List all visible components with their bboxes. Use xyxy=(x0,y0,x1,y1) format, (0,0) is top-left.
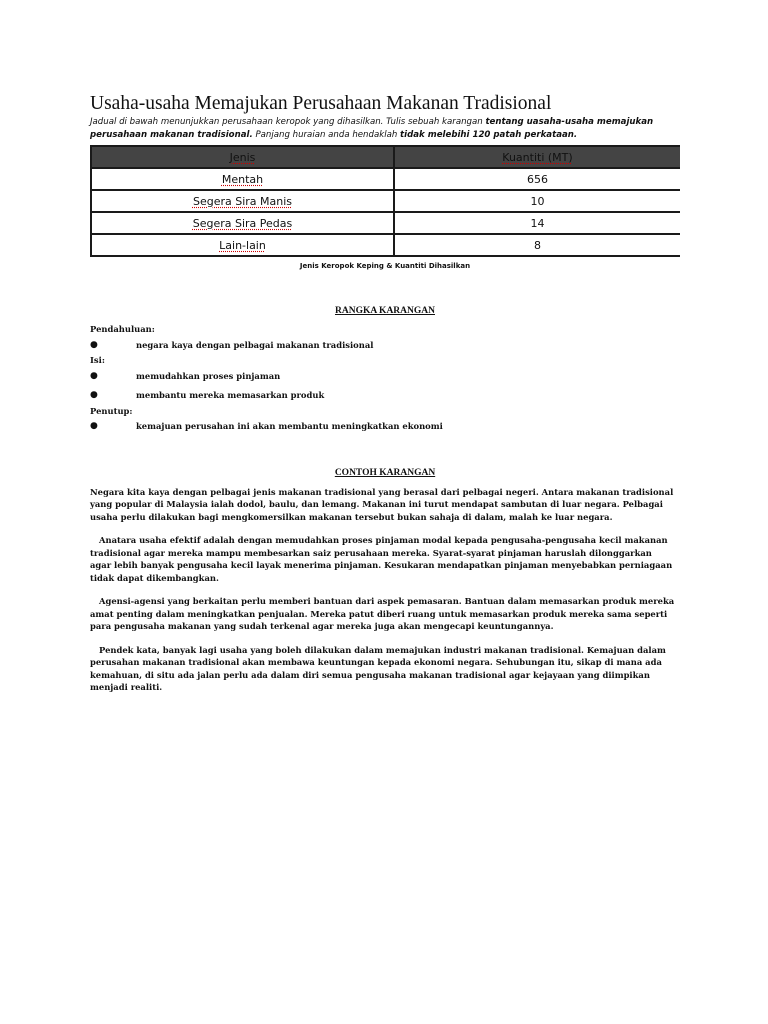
bullet-icon: ● xyxy=(90,390,98,400)
cell-jenis: Segera Sira Pedas xyxy=(91,212,394,234)
header-jenis: Jenis xyxy=(91,146,394,168)
instructions-text-4: tidak melebihi 120 patah perkataan. xyxy=(400,129,578,140)
cell-jenis: Segera Sira Manis xyxy=(91,190,394,212)
pendahuluan-label: Pendahuluan: xyxy=(90,324,155,334)
instructions xyxy=(90,116,675,141)
list-item-text: kemajuan perusahan ini akan membantu meningkatkan ekonomi xyxy=(136,421,443,431)
cell-jenis: Lain-lain xyxy=(91,234,394,256)
table-row xyxy=(91,168,680,190)
table-row xyxy=(91,190,680,212)
keropok-table xyxy=(90,145,680,257)
table-header-row xyxy=(91,146,680,168)
cell-jenis: Mentah xyxy=(91,168,394,190)
instructions-text-2: tentang uasaha-usaha memajukan perusahaan makanan tradisional. xyxy=(90,117,654,140)
bullet-icon: ● xyxy=(90,421,98,431)
bullet-icon: ● xyxy=(90,370,98,381)
cell-kuantiti: 8 xyxy=(394,234,680,256)
essay-paragraph: Agensi-agensi yang berkaitan perlu memberi bantuan dari aspek pemasaran. Bantuan dalam memasarkan produk mereka amat penting dalam meningkatkan penjualan. Mereka patut diberi ruang untuk memasarkan produk mereka sama seperti para pengusaha makanan yang sudah terkenal agar mereka juga akan mengecapi keuntungannya. xyxy=(90,596,675,631)
bullet-icon: ● xyxy=(90,339,98,350)
essay-paragraph: Negara kita kaya dengan pelbagai jenis makanan tradisional yang berasal dari pelbagai negeri. Antara makanan tradisional yang popular di Malaysia ialah dodol, baulu, dan lemang. Makanan ini turut mendapat sambutan di luar negara. Pelbagai usaha perlu dilakukan bagi mengkomersilkan makanan tersebut bukan sahaja di dalam, malah ke luar negara. xyxy=(90,486,674,522)
list-item-text: negara kaya dengan pelbagai makanan tradisional xyxy=(136,339,374,350)
essay-paragraph: Pendek kata, banyak lagi usaha yang boleh dilakukan dalam memajukan industri makanan tradisional. Kemajuan dalam perusahan makanan tradisional akan membawa keuntungan kepada ekonomi negara. Sehubungan itu, sikap di mana ada kemahuan, di situ ada jalan perlu ada dalam diri semua pengusaha makanan tradisional agar kejayaan yang diimpikan menjadi realiti. xyxy=(90,644,666,692)
document-title: Usaha-usaha Memajukan Perusahaan Makanan Tradisional xyxy=(90,93,552,114)
list-item-text: membantu mereka memasarkan produk xyxy=(136,390,325,400)
document-page xyxy=(90,92,680,705)
penutup-label: Penutup: xyxy=(90,405,133,416)
table-row xyxy=(91,212,680,234)
outline-heading: RANGKA KARANGAN xyxy=(334,306,435,316)
sample-essay xyxy=(90,486,680,694)
list-item xyxy=(90,338,680,354)
list-item xyxy=(90,388,680,404)
instructions-text-3: Panjang huraian anda hendaklah xyxy=(252,129,401,140)
list-item-text: memudahkan proses pinjaman xyxy=(136,370,281,381)
table-caption: Jenis Keropok Keping & Kuantiti Dihasilkan xyxy=(299,262,471,270)
list-item xyxy=(90,369,680,385)
essay-heading: CONTOH KARANGAN xyxy=(334,467,436,478)
essay-paragraph: Anatara usaha efektif adalah dengan memudahkan proses pinjaman modal kepada pengusaha-pengusaha kecil makanan tradisional agar mereka mampu membesarkan saiz perusahaan mereka. Syarat-syarat pinjaman haruslah dilonggarkan agar lebih banyak pengusaha kecil layak menerima pinjaman. Kesukaran mendapatkan pinjaman menyebabkan perniagaan tidak dapat dikembangkan. xyxy=(90,535,673,583)
essay-outline xyxy=(90,322,680,435)
cell-kuantiti: 10 xyxy=(394,190,680,212)
cell-kuantiti: 656 xyxy=(394,168,680,190)
instructions-text-1: Jadual di bawah menunjukkan perusahaan keropok yang dihasilkan. Tulis sebuah karangan xyxy=(90,117,486,127)
cell-kuantiti: 14 xyxy=(394,212,680,234)
isi-label: Isi: xyxy=(90,355,105,365)
list-item xyxy=(90,419,680,435)
header-kuantiti: Kuantiti (MT) xyxy=(394,146,680,168)
table-row xyxy=(91,234,680,256)
